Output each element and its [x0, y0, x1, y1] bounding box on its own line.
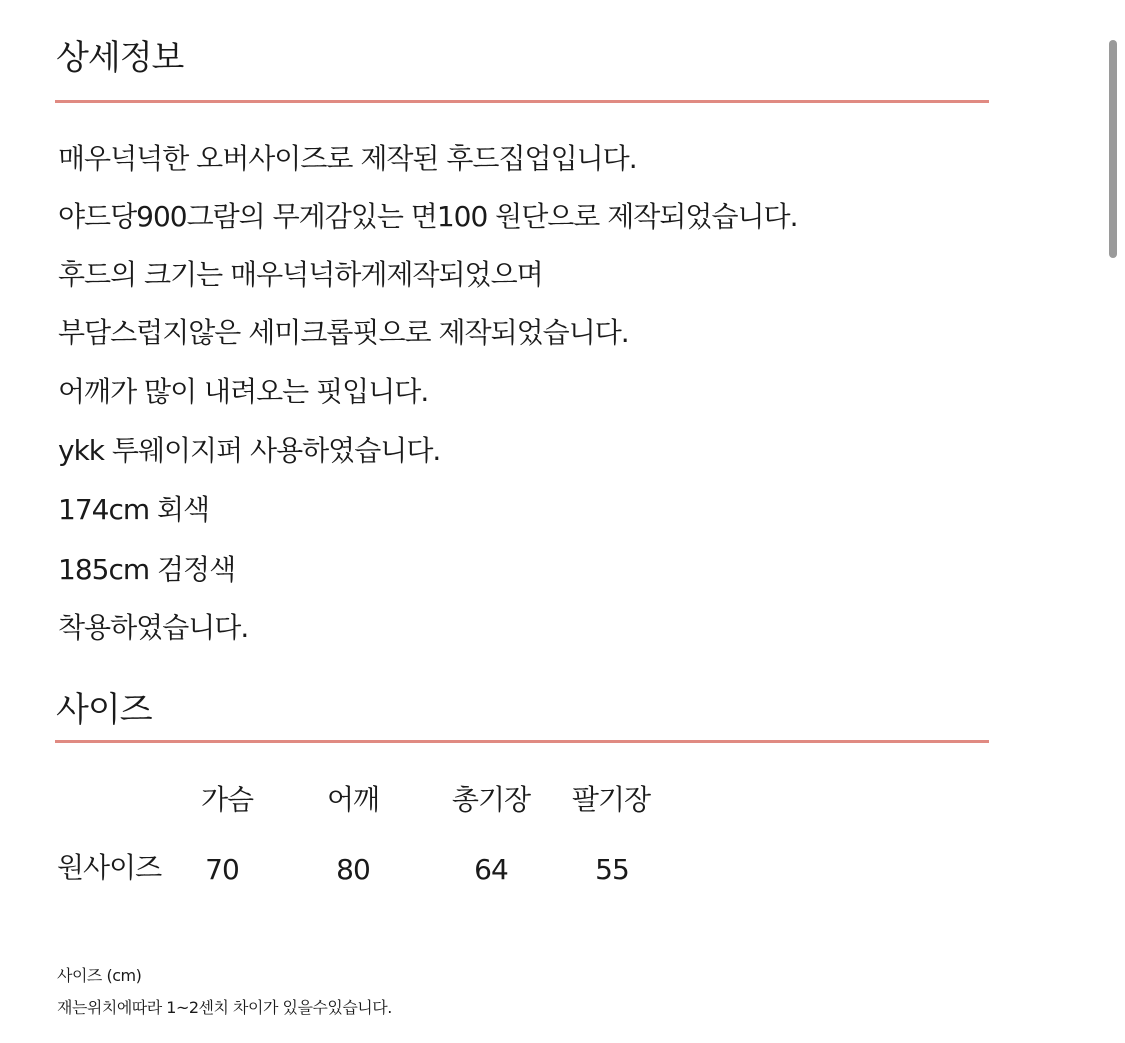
detail-section-divider [55, 100, 989, 103]
size-column-header-total-length: 총기장 [451, 783, 531, 816]
detail-line-7: 174cm 회색 [58, 493, 210, 526]
detail-line-9: 착용하였습니다. [58, 611, 249, 644]
detail-line-8: 185cm 검정색 [58, 553, 236, 586]
detail-line-3: 후드의 크기는 매우넉넉하게제작되었으며 [58, 258, 543, 291]
vertical-scrollbar[interactable] [1109, 40, 1117, 258]
size-column-header-chest: 가슴 [200, 783, 254, 816]
detail-line-4: 부담스럽지않은 세미크롭핏으로 제작되었습니다. [58, 316, 629, 349]
detail-section-title: 상세정보 [56, 38, 184, 78]
size-column-header-shoulder: 어깨 [326, 783, 380, 816]
measurement-disclaimer: 재는위치에따라 1~2센치 차이가 있을수있습니다. [57, 998, 392, 1017]
detail-line-6: ykk 투웨이지퍼 사용하였습니다. [58, 434, 441, 467]
detail-line-5: 어깨가 많이 내려오는 핏입니다. [58, 375, 429, 408]
size-value-sleeve-length: 55 [595, 853, 629, 886]
size-section-title: 사이즈 [56, 690, 152, 730]
size-value-chest: 70 [205, 853, 239, 886]
size-unit-note: 사이즈 (cm) [57, 966, 142, 985]
scrollbar-thumb[interactable] [1109, 40, 1117, 258]
detail-line-2: 야드당900그람의 무게감있는 면100 원단으로 제작되었습니다. [58, 200, 798, 233]
size-row-label: 원사이즈 [57, 851, 162, 884]
detail-line-1: 매우넉넉한 오버사이즈로 제작된 후드집업입니다. [58, 142, 637, 175]
size-section-divider [55, 740, 989, 743]
size-column-header-sleeve-length: 팔기장 [571, 783, 651, 816]
size-value-total-length: 64 [474, 853, 508, 886]
size-value-shoulder: 80 [336, 853, 370, 886]
